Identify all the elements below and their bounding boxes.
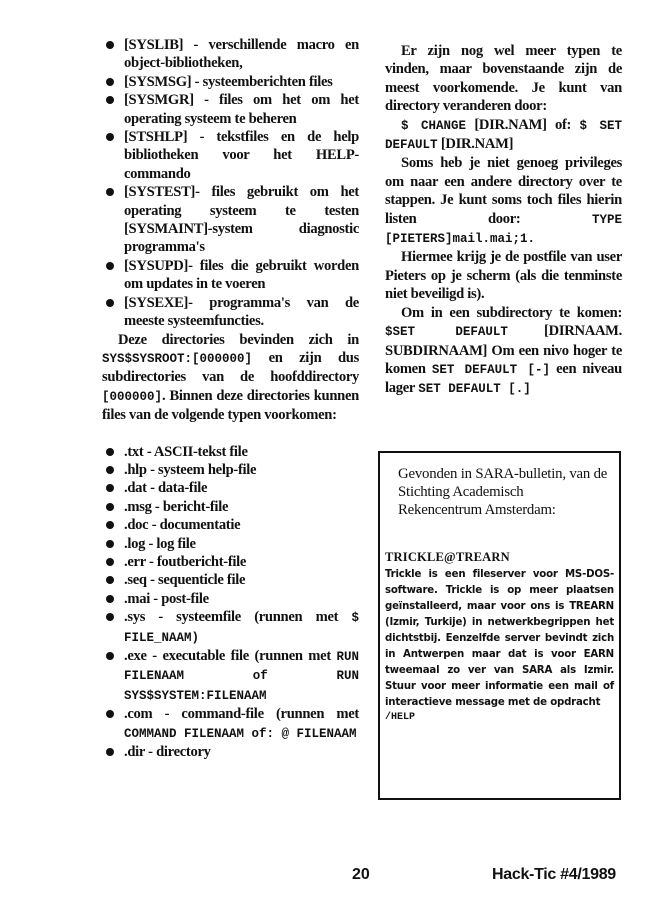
box-heading: Gevonden in SARA-bulletin, van de Stichting Academisch Rekencentrum Amsterdam: xyxy=(398,466,608,518)
list-item xyxy=(102,571,359,589)
code: TYPE [PIETERS]mail.mai;1. xyxy=(385,212,622,247)
file-type-list xyxy=(102,443,359,762)
text: Soms heb je niet genoeg privileges om naar een andere directory over te stappen. Je kunt soms toch files hierin listen door: xyxy=(385,155,622,227)
list-item: [SYSTEST]- files gebruikt om het operating systeem te testen [SYSMAINT]-system diagnostic programma's xyxy=(102,183,359,257)
text: [DIR.NAM] of: xyxy=(466,116,580,133)
paragraph xyxy=(385,154,622,248)
code: $ SET DEFAULT xyxy=(385,118,622,153)
text: .hlp - systeem help-file xyxy=(124,461,257,478)
code: RUN FILENAAM of RUN SYS$SYSTEM:FILENAAM xyxy=(124,650,359,703)
text: .dir - directory xyxy=(124,744,211,761)
list-item xyxy=(102,553,359,571)
paragraph: Hiermee krijg je de postfile van user Pieters op je scherm (als die tenminste niet beveiligd is). xyxy=(385,249,622,303)
list-item xyxy=(102,705,359,743)
code: SET DEFAULT [.] xyxy=(418,382,531,397)
command-line xyxy=(385,116,622,155)
list-item xyxy=(102,647,359,705)
code: SET DEFAULT [-] xyxy=(431,362,550,377)
code: $ FILE_NAAM) xyxy=(124,611,359,645)
list-item xyxy=(102,590,359,608)
box-title: TRICKLE@TREARN xyxy=(385,550,510,564)
left-column xyxy=(102,36,359,761)
list-item xyxy=(102,498,359,516)
paragraph: Er zijn nog wel meer typen te vinden, maar bovenstaande zijn de meest voorkomende. Je kunt van directory veranderen door: xyxy=(385,43,622,115)
list-item xyxy=(102,743,359,761)
list-item: [SYSEXE]- programma's van de meeste systeemfuncties. xyxy=(102,294,359,331)
list-item: [SYSMGR] - files om het om het operating systeem te beheren xyxy=(102,91,359,128)
list-item xyxy=(102,479,359,497)
text: Om in een subdirectory te komen: xyxy=(401,304,622,321)
list-item: [SYSUPD]- files die gebruikt worden om updates in te voeren xyxy=(102,257,359,294)
list-item xyxy=(102,443,359,461)
code: COMMAND FILENAAM of: @ FILENAAM xyxy=(124,726,357,741)
text: .mai - post-file xyxy=(124,590,209,607)
list-item xyxy=(102,461,359,479)
text: Deze directories bevinden zich in xyxy=(118,331,359,348)
right-column xyxy=(385,42,622,399)
list-item xyxy=(102,535,359,553)
text: .exe - executable file (runnen met xyxy=(124,648,337,664)
code: $SET DEFAULT xyxy=(385,325,508,340)
code: $ CHANGE xyxy=(401,118,467,133)
text: en zijn dus subdirectories van de hoofddirectory xyxy=(102,349,359,386)
text: .sys - systeemfile (runnen met xyxy=(124,609,352,626)
list-item: [SYSMSG] - systeemberichten files xyxy=(102,73,359,91)
list-item: [STSHLP] - tekstfiles en de help bibliotheken voor het HELP-commando xyxy=(102,128,359,183)
sidebar-box xyxy=(378,451,621,800)
page-number: 20 xyxy=(352,866,370,883)
text: .log - log file xyxy=(124,535,196,552)
directory-list xyxy=(102,36,359,331)
text: .msg - bericht-file xyxy=(124,498,229,515)
box-command: /HELP xyxy=(385,712,416,723)
paragraph xyxy=(385,304,622,399)
text: [DIRNAAM. SUBDIRNAAM] Om een nivo hoger te komen xyxy=(385,323,623,377)
code: SYS$SYSROOT:[000000] xyxy=(102,351,253,366)
list-item xyxy=(102,516,359,534)
code: [000000] xyxy=(102,389,163,404)
text: .com - command-file (runnen met xyxy=(124,706,359,723)
text: .dat - data-file xyxy=(124,480,208,497)
text: .seq - sequenticle file xyxy=(124,572,246,589)
text: .err - foutbericht-file xyxy=(124,553,247,570)
text: .doc - documentatie xyxy=(124,517,241,534)
text: . Binnen deze directories kunnen files van de volgende typen voorkomen: xyxy=(102,387,359,424)
directories-paragraph xyxy=(102,331,359,425)
list-item xyxy=(102,608,359,647)
magazine-issue: Hack-Tic #4/1989 xyxy=(492,866,616,883)
text: .txt - ASCII-tekst file xyxy=(124,443,248,460)
text: een niveau lager xyxy=(385,360,622,397)
box-body: Trickle is een fileserver voor MS-DOS-software. Trickle is op meer plaatsen geïnstalleerd, maar voor ons is TREARN (Izmir, Turkije) in netwerkbegrippen het dichtstbij. Eenzelfde server bevindt zich in Antwerpen maar dat is voor EARN tweemaal zo ver van SARA als Izmir. Stuur voor meer informatie een mail of interactieve message met de opdracht xyxy=(385,569,614,708)
list-item: [SYSLIB] - verschillende macro en object-bibliotheken, xyxy=(102,36,359,73)
text: [DIR.NAM] xyxy=(437,136,514,153)
